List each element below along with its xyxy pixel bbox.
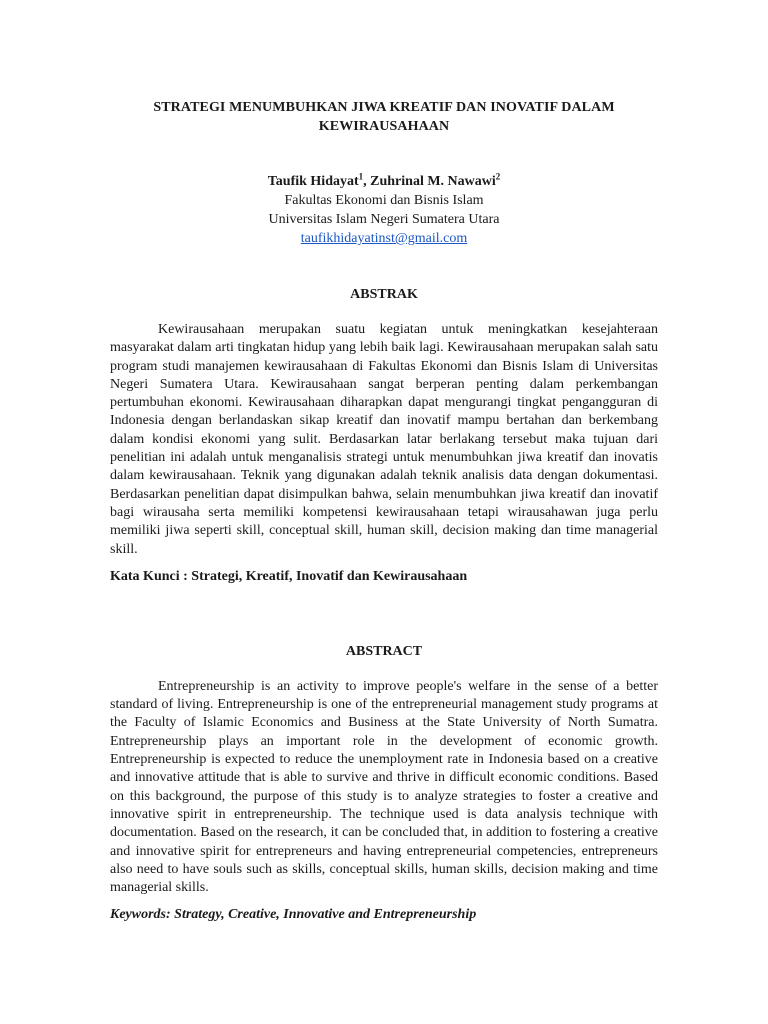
title-line-2: KEWIRAUSAHAAN (318, 119, 450, 134)
university-name: Universitas Islam Negeri Sumatera Utara (268, 212, 500, 227)
abstrak-body: Kewirausahaan merupakan suatu kegiatan untuk meningkatkan kesejahteraan masyarakat dalam arti tingkatan hidup yang lebih baik lagi. Kewirausahaan merupakan salah satu program studi manajemen kewirausahaan di Fakultas Ekonomi dan Bisnis Islam di Universitas Negeri Sumatera Utara. Kewirausahaan sangat berperan penting dalam perkembangan pertumbuhan ekonomi. Kewirausahaan diharapkan dapat mengurangi tingkat pengangguran di Indonesia dengan berlandaskan sikap kreatif dan inovatif mampu bertahan dan berkembang dalam kondisi ekonomi yang sulit. Berdasarkan latar berlakang tersebut maka tujuan dari penelitian ini adalah untuk menganalisis strategi untuk menumbuhkan jiwa kreatif dan inovatis dalam kewirausahaan. Teknik yang digunakan adalah teknik analisis data dengan dokumentasi. Berdasarkan penelitian dapat disimpulkan bahwa, selain menumbuhkan jiwa kreatif dan inovatif bagi wirausaha serta memiliki kompetensi kewirausahaan tetapi wirausahawan juga perlu memiliki jiwa seperti skill, conceptual skill, human skill, decision making dan time managerial skill. (110, 322, 658, 557)
paper-page (110, 98, 658, 924)
author-email-link[interactable]: taufikhidayatinst@gmail.com (300, 231, 468, 246)
faculty-name: Fakultas Ekonomi dan Bisnis Islam (284, 193, 484, 208)
abstract-body: Entrepreneurship is an activity to improve people's welfare in the sense of a better standard of living. Entrepreneurship is one of the entrepreneurial management study programs at the Faculty of Islamic Economics and Business at the State University of North Sumatra. Entrepreneurship plays an important role in the development of economic growth. Entrepreneurship is expected to reduce the unemployment rate in Indonesia based on a creative and innovative attitude that is able to survive and thrive in difficult economic conditions. Based on this background, the purpose of this study is to analyze strategies to foster a creative and innovative spirit in entrepreneurship. The technique used is data analysis technique with documentation. Based on the research, it can be concluded that, in addition to fostering a creative and innovative spirit for entrepreneurs and having entrepreneurial competencies, entrepreneurs also need to have souls such as skills, conceptual skills, human skills, decision making and time managerial skills. (110, 678, 658, 896)
author-2-affiliation-mark: 2 (495, 171, 501, 182)
author-1-affiliation-mark: 1 (358, 171, 364, 182)
title-line-1: STRATEGI MENUMBUHKAN JIWA KREATIF DAN INOVATIF DALAM (153, 100, 615, 115)
abstract-heading: ABSTRACT (345, 643, 423, 659)
paper-title (110, 98, 658, 136)
kata-kunci: Kata Kunci : Strategi, Kreatif, Inovatif dan Kewirausahaan (110, 568, 468, 584)
author-separator: , (363, 174, 371, 189)
author-block (110, 172, 658, 248)
author-names (110, 172, 658, 191)
author-1-name: Taufik Hidayat (267, 174, 359, 189)
abstrak-heading: ABSTRAK (350, 287, 418, 302)
keywords: Keywords: Strategy, Creative, Innovative and Entrepreneurship (110, 907, 477, 923)
author-2-name: Zuhrinal M. Nawawi (370, 174, 496, 189)
